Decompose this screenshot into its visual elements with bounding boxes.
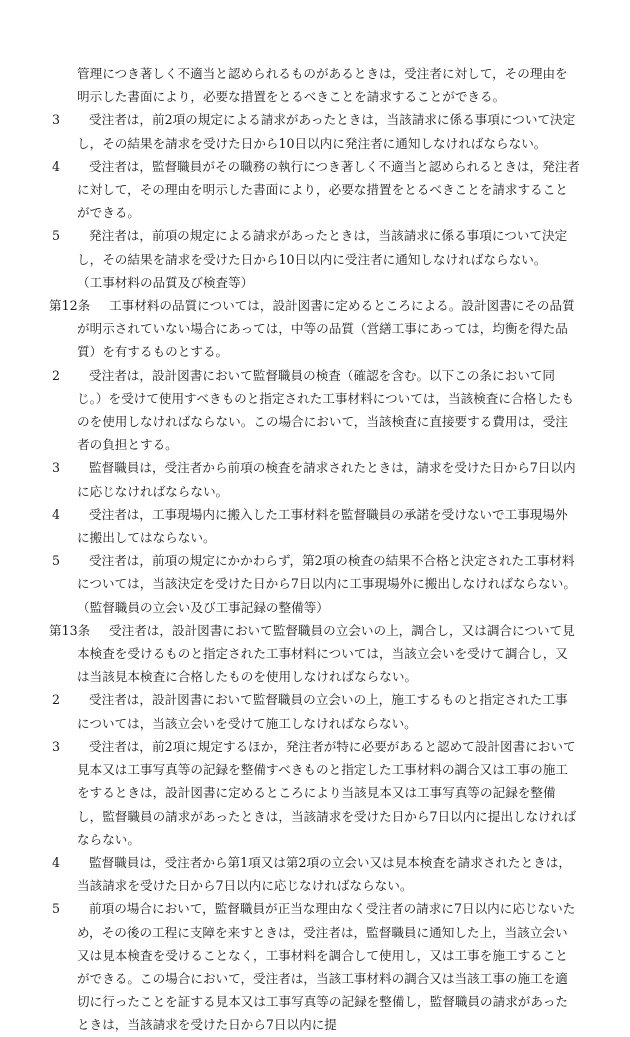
item-text: 受注者は，前2項の規定による請求があったときは，当該請求に係る事項について決定し，その結果を請求を受けた日から10日以内に発注者に通知しなければならない。 xyxy=(77,112,576,151)
item-number: 5 xyxy=(52,228,61,244)
article-text: 工事材料の品質については，設計図書に定めるところによる。設計図書にその品質が明示されていない場合にあっては，中等の品質（営繕工事にあっては，均衡を得た品質）を有するものとする。 xyxy=(77,298,575,360)
art12-item-2 xyxy=(49,364,580,457)
item-number: 3 xyxy=(52,112,61,128)
art13-item-2 xyxy=(49,688,580,734)
item-number: 4 xyxy=(52,158,61,174)
continuation-paragraph: 管理につき著しく不適当と認められるものがあるときは，受注者に対して，その理由を明示した書面により，必要な措置をとるべきことを請求することができる。 xyxy=(77,66,568,105)
item-text: 受注者は，前2項に規定するほか，発注者が特に必要があると認めて設計図書において見本又は工事写真等の記録を整備すべきものと指定した工事材料の調合又は工事の施工をするときは，設計図書に定めるところにより当該見本又は工事写真等の記録を整備し，監督職員の請求があったときは，当該請求を受けた日から7日以内に提出しなければならない。 xyxy=(77,738,577,847)
article-number: 第12条 xyxy=(49,298,91,314)
item-number: 5 xyxy=(52,553,61,569)
item-text: 受注者は，工事現場内に搬入した工事材料を監督職員の承諾を受けないで工事現場外に搬出してはならない。 xyxy=(77,506,568,546)
item-text: 前項の場合において，監督職員が正当な理由なく受注者の請求に7日以内に応じないため，その後の工程に支障を来すときは，受注者は，監督職員に通知した上，当該立会い又は見本検査を受けることなく，工事材料を調合して使用し，又は工事を施工することができる。この場合において，受注者は，当該工事材料の調合又は当該工事の施工を適切に行ったことを証する見本又は工事写真等の記録を整備し，監督職員の請求があったときは，当該請求を受けた日から7日以内に提 xyxy=(77,901,576,1033)
item-text: 受注者は，設計図書において監督職員の立会いの上，施工するものと指定された工事については，当該立会いを受けて施工しなければならない。 xyxy=(77,692,568,731)
item-text: 受注者は，前項の規定にかかわらず，第2項の検査の結果不合格と決定された工事材料については，当該決定を受けた日から7日以内に工事現場外に搬出しなければならない。 xyxy=(77,553,576,592)
item-number: 3 xyxy=(52,460,61,476)
item-text: 監督職員は，受注者から第1項又は第2項の立会い又は見本検査を請求されたときは，当該請求を受けた日から7日以内に応じなければならない。 xyxy=(77,854,571,894)
art12-caption: （工事材料の品質及び検査等） xyxy=(77,274,254,290)
art13-item-5 xyxy=(49,897,580,1036)
art13-item-3 xyxy=(49,735,580,851)
item-number: 4 xyxy=(52,854,61,870)
item-text: 発注者は，前項の規定による請求があったときは，当該請求に係る事項について決定し，その結果を請求を受けた日から10日以内に受注者に通知しなければならない。 xyxy=(77,228,568,267)
art13-caption: （監督職員の立会い及び工事記録の整備等） xyxy=(77,599,329,615)
art13-item-4 xyxy=(49,851,580,897)
article-number: 第13条 xyxy=(49,622,91,638)
item-number: 3 xyxy=(52,738,61,754)
art11-item-3 xyxy=(49,108,580,154)
art12-main xyxy=(49,294,580,364)
item-text: 監督職員は，受注者から前項の検査を請求されたときは，請求を受けた日から7日以内に応じなければならない。 xyxy=(77,460,576,499)
art12-item-3 xyxy=(49,456,580,502)
art11-item-5 xyxy=(49,224,580,270)
item-number: 4 xyxy=(52,506,61,522)
art12-item-5 xyxy=(49,549,580,595)
art13-main xyxy=(49,619,580,689)
article-text: 受注者は，設計図書において監督職員の立会いの上，調合し，又は調合について見本検査を受けるものと指定された工事材料については，当該立会いを受けて調合し，又は当該見本検査に合格したものを使用しなければならない。 xyxy=(77,622,575,685)
art12-item-4 xyxy=(49,503,580,549)
item-number: 5 xyxy=(52,901,61,917)
item-text: 受注者は，設計図書において監督職員の検査（確認を含む。以下この条において同じ。）を受けて使用すべきものと指定された工事材料については，当該検査に合格したものを使用しなければならない。この場合において，当該検査に直接要する費用は，受注者の負担とする。 xyxy=(77,367,574,453)
item-text: 受注者は，監督職員がその職務の執行につき著しく不適当と認められるときは，発注者に対して，その理由を明示した書面により，必要な措置をとるべきことを請求することができる。 xyxy=(77,158,580,221)
item-number: 2 xyxy=(52,692,61,708)
art11-item-4 xyxy=(49,155,580,225)
item-number: 2 xyxy=(52,367,61,383)
